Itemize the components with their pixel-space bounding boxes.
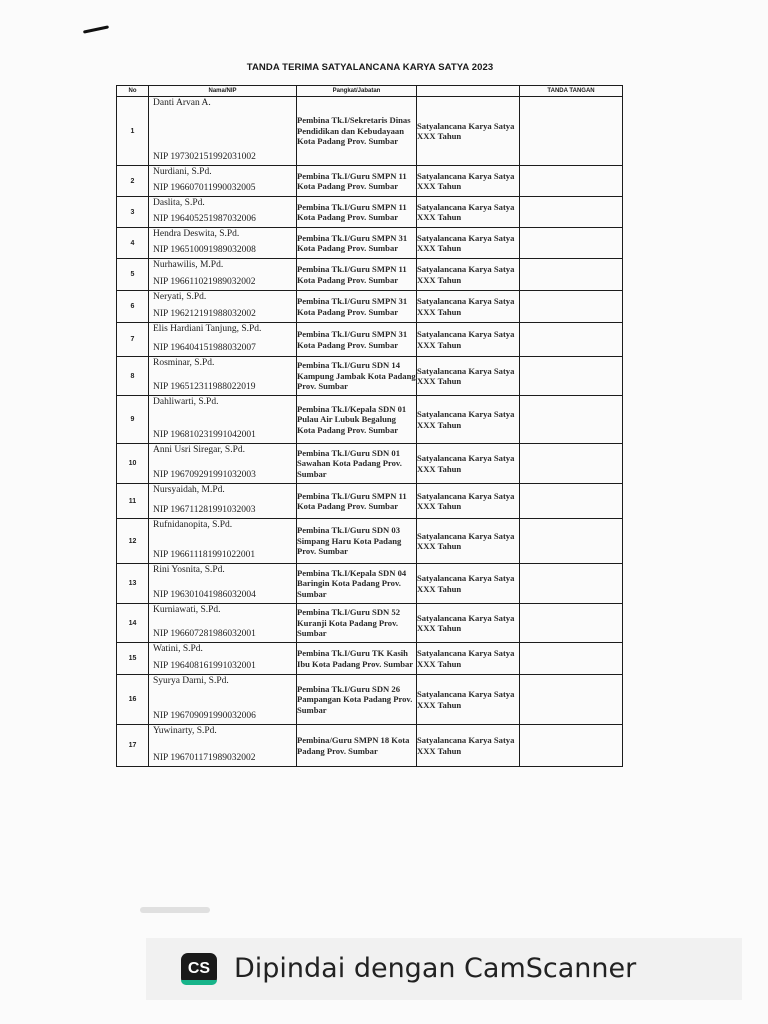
table-row — [117, 643, 623, 675]
row-number: 15 — [117, 643, 149, 675]
table-row — [117, 166, 623, 197]
rank-position-cell — [297, 291, 417, 323]
rank-position-cell — [297, 604, 417, 643]
rank-position-text: Pembina Tk.I/Guru SMPN 11 Kota Padang Prov. Sumbar — [297, 490, 407, 511]
table-row — [117, 444, 623, 484]
rank-position-cell — [297, 444, 417, 484]
signature-cell — [520, 357, 623, 396]
document-title: TANDA TERIMA SATYALANCANA KARYA SATYA 2023 — [246, 62, 494, 73]
employee-name: Nurhawilis, M.Pd. — [153, 260, 224, 270]
row-number: 6 — [117, 291, 149, 323]
rank-position-cell — [297, 166, 417, 197]
signature-cell — [520, 291, 623, 323]
signature-cell — [520, 675, 623, 725]
row-number: 3 — [117, 197, 149, 228]
employee-nip: NIP 196611021989032002 — [153, 277, 256, 287]
award-cell: Satyalancana Karya Satya XXX Tahun — [417, 197, 520, 228]
rank-position-cell — [297, 97, 417, 166]
table-row — [117, 291, 623, 323]
rank-position-cell — [297, 357, 417, 396]
employee-name: Watini, S.Pd. — [153, 644, 203, 654]
signature-cell — [520, 643, 623, 675]
row-number: 2 — [117, 166, 149, 197]
employee-nip: NIP 196301041986032004 — [153, 590, 256, 600]
award-cell: Satyalancana Karya Satya XXX Tahun — [417, 725, 520, 767]
name-nip-cell — [149, 259, 297, 291]
employee-name: Rosminar, S.Pd. — [153, 358, 215, 368]
table-row — [117, 197, 623, 228]
row-number: 14 — [117, 604, 149, 643]
employee-name: Rini Yosnita, S.Pd. — [153, 565, 225, 575]
employee-name: Nursyaidah, M.Pd. — [153, 485, 225, 495]
employee-nip: NIP 196611181991022001 — [153, 550, 256, 560]
table-body — [117, 97, 623, 767]
name-nip-cell — [149, 323, 297, 357]
name-nip-cell — [149, 643, 297, 675]
name-nip-cell — [149, 675, 297, 725]
name-nip-cell — [149, 564, 297, 604]
signature-cell — [520, 519, 623, 564]
header-award — [417, 86, 520, 97]
employee-nip: NIP 196607281986032001 — [153, 629, 256, 639]
header-rank-position: Pangkat/Jabatan — [297, 86, 417, 97]
scan-smudge — [140, 907, 210, 913]
rank-position-text: Pembina Tk.I/Guru SMPN 11 Kota Padang Prov. Sumbar — [297, 170, 407, 191]
table-row — [117, 675, 623, 725]
employee-nip: NIP 196701171989032002 — [153, 753, 256, 763]
employee-nip: NIP 196405251987032006 — [153, 214, 256, 224]
table-row — [117, 259, 623, 291]
employee-name: Anni Usri Siregar, S.Pd. — [153, 445, 245, 455]
name-nip-cell — [149, 357, 297, 396]
rank-position-text: Pembina Tk.I/Guru SDN 01 Sawahan Kota Padang Prov. Sumbar — [297, 447, 402, 479]
award-cell: Satyalancana Karya Satya XXX Tahun — [417, 166, 520, 197]
row-number: 8 — [117, 357, 149, 396]
signature-cell — [520, 259, 623, 291]
award-cell: Satyalancana Karya Satya XXX Tahun — [417, 564, 520, 604]
rank-position-text: Pembina Tk.I/Guru SMPN 11 Kota Padang Prov. Sumbar — [297, 264, 407, 285]
employee-name: Nurdiani, S.Pd. — [153, 167, 212, 177]
header-signature: TANDA TANGAN — [520, 86, 623, 97]
award-cell: Satyalancana Karya Satya XXX Tahun — [417, 396, 520, 444]
rank-position-cell — [297, 725, 417, 767]
table-row — [117, 228, 623, 259]
name-nip-cell — [149, 484, 297, 519]
employee-nip: NIP 196404151988032007 — [153, 343, 256, 353]
table-row — [117, 357, 623, 396]
rank-position-text: Pembina Tk.I/Guru SDN 26 Pampangan Kota Padang Prov. Sumbar — [297, 683, 413, 715]
signature-cell — [520, 97, 623, 166]
award-cell: Satyalancana Karya Satya XXX Tahun — [417, 444, 520, 484]
award-cell: Satyalancana Karya Satya XXX Tahun — [417, 643, 520, 675]
award-cell: Satyalancana Karya Satya XXX Tahun — [417, 97, 520, 166]
table-row — [117, 604, 623, 643]
rank-position-cell — [297, 564, 417, 604]
employee-nip: NIP 196408161991032001 — [153, 661, 256, 671]
name-nip-cell — [149, 97, 297, 166]
award-cell: Satyalancana Karya Satya XXX Tahun — [417, 323, 520, 357]
row-number: 16 — [117, 675, 149, 725]
name-nip-cell — [149, 444, 297, 484]
row-number: 17 — [117, 725, 149, 767]
employee-nip: NIP 196510091989032008 — [153, 245, 256, 255]
signature-cell — [520, 323, 623, 357]
rank-position-cell — [297, 197, 417, 228]
employee-name: Danti Arvan A. — [153, 98, 211, 108]
signature-cell — [520, 725, 623, 767]
name-nip-cell — [149, 725, 297, 767]
rank-position-text: Pembina Tk.I/Kepala SDN 01 Pulau Air Lubuk Begalung Kota Padang Prov. Sumbar — [297, 403, 407, 435]
rank-position-text: Pembina Tk.I/Guru SDN 52 Kuranji Kota Padang Prov. Sumbar — [297, 607, 400, 639]
rank-position-text: Pembina/Guru SMPN 18 Kota Padang Prov. Sumbar — [297, 735, 410, 756]
rank-position-cell — [297, 675, 417, 725]
signature-cell — [520, 197, 623, 228]
rank-position-text: Pembina Tk.I/Kepala SDN 04 Baringin Kota Padang Prov. Sumbar — [297, 567, 407, 599]
table-row — [117, 725, 623, 767]
rank-position-text: Pembina Tk.I/Guru SDN 14 Kampung Jambak Kota Padang Prov. Sumbar — [297, 360, 416, 392]
signature-cell — [520, 484, 623, 519]
employee-name: Neryati, S.Pd. — [153, 292, 207, 302]
employee-name: Syurya Darni, S.Pd. — [153, 676, 229, 686]
award-cell: Satyalancana Karya Satya XXX Tahun — [417, 519, 520, 564]
employee-nip: NIP 196711281991032003 — [153, 505, 256, 515]
signature-cell — [520, 228, 623, 259]
award-cell: Satyalancana Karya Satya XXX Tahun — [417, 357, 520, 396]
table-row — [117, 484, 623, 519]
employee-nip: NIP 196512311988022019 — [153, 382, 256, 392]
rank-position-cell — [297, 643, 417, 675]
rank-position-text: Pembina Tk.I/Guru SMPN 31 Kota Padang Prov. Sumbar — [297, 296, 408, 317]
name-nip-cell — [149, 166, 297, 197]
name-nip-cell — [149, 197, 297, 228]
rank-position-cell — [297, 323, 417, 357]
rank-position-text: Pembina Tk.I/Sekretaris Dinas Pendidikan dan Kebudayaan Kota Padang Prov. Sumbar — [297, 115, 411, 147]
award-cell: Satyalancana Karya Satya XXX Tahun — [417, 291, 520, 323]
award-cell: Satyalancana Karya Satya XXX Tahun — [417, 228, 520, 259]
rank-position-text: Pembina Tk.I/Guru SMPN 11 Kota Padang Prov. Sumbar — [297, 201, 407, 222]
row-number: 4 — [117, 228, 149, 259]
table-row — [117, 323, 623, 357]
employee-nip: NIP 196607011990032005 — [153, 183, 256, 193]
employee-name: Elis Hardiani Tanjung, S.Pd. — [153, 324, 262, 334]
signature-cell — [520, 604, 623, 643]
rank-position-cell — [297, 484, 417, 519]
name-nip-cell — [149, 291, 297, 323]
name-nip-cell — [149, 228, 297, 259]
award-cell: Satyalancana Karya Satya XXX Tahun — [417, 484, 520, 519]
employee-name: Yuwinarty, S.Pd. — [153, 726, 217, 736]
scanner-watermark-text: Dipindai dengan CamScanner — [234, 953, 637, 984]
table-row — [117, 564, 623, 604]
rank-position-text: Pembina Tk.I/Guru TK Kasih Ibu Kota Padang Prov. Sumbar — [297, 648, 414, 669]
row-number: 11 — [117, 484, 149, 519]
employee-name: Kurniawati, S.Pd. — [153, 605, 221, 615]
award-cell: Satyalancana Karya Satya XXX Tahun — [417, 604, 520, 643]
receipt-table — [116, 85, 623, 767]
employee-nip: NIP 196212191988032002 — [153, 309, 256, 319]
rank-position-cell — [297, 396, 417, 444]
rank-position-cell — [297, 259, 417, 291]
signature-cell — [520, 444, 623, 484]
rank-position-text: Pembina Tk.I/Guru SMPN 31 Kota Padang Prov. Sumbar — [297, 329, 408, 350]
table-row — [117, 97, 623, 166]
table-row — [117, 396, 623, 444]
header-name-nip: Nama/NIP — [149, 86, 297, 97]
employee-name: Hendra Deswita, S.Pd. — [153, 229, 240, 239]
row-number: 9 — [117, 396, 149, 444]
employee-nip: NIP 196709091990032006 — [153, 711, 256, 721]
row-number: 12 — [117, 519, 149, 564]
rank-position-text: Pembina Tk.I/Guru SDN 03 Simpang Haru Kota Padang Prov. Sumbar — [297, 525, 402, 557]
camscanner-logo-icon: CS — [181, 953, 217, 985]
employee-nip: NIP 196810231991042001 — [153, 430, 256, 440]
signature-cell — [520, 166, 623, 197]
name-nip-cell — [149, 604, 297, 643]
row-number: 13 — [117, 564, 149, 604]
row-number: 7 — [117, 323, 149, 357]
employee-name: Daslita, S.Pd. — [153, 198, 205, 208]
header-no: No — [117, 86, 149, 97]
table-header-row — [117, 86, 623, 97]
name-nip-cell — [149, 396, 297, 444]
rank-position-cell — [297, 228, 417, 259]
employee-name: Dahliwarti, S.Pd. — [153, 397, 219, 407]
rank-position-cell — [297, 519, 417, 564]
award-cell: Satyalancana Karya Satya XXX Tahun — [417, 259, 520, 291]
rank-position-text: Pembina Tk.I/Guru SMPN 31 Kota Padang Prov. Sumbar — [297, 232, 408, 253]
employee-name: Rufnidanopita, S.Pd. — [153, 520, 233, 530]
row-number: 5 — [117, 259, 149, 291]
award-cell: Satyalancana Karya Satya XXX Tahun — [417, 675, 520, 725]
row-number: 10 — [117, 444, 149, 484]
signature-cell — [520, 396, 623, 444]
name-nip-cell — [149, 519, 297, 564]
signature-cell — [520, 564, 623, 604]
employee-nip: NIP 197302151992031002 — [153, 152, 256, 162]
pen-stroke-mark — [83, 25, 109, 33]
row-number: 1 — [117, 97, 149, 166]
employee-nip: NIP 196709291991032003 — [153, 470, 256, 480]
table-row — [117, 519, 623, 564]
